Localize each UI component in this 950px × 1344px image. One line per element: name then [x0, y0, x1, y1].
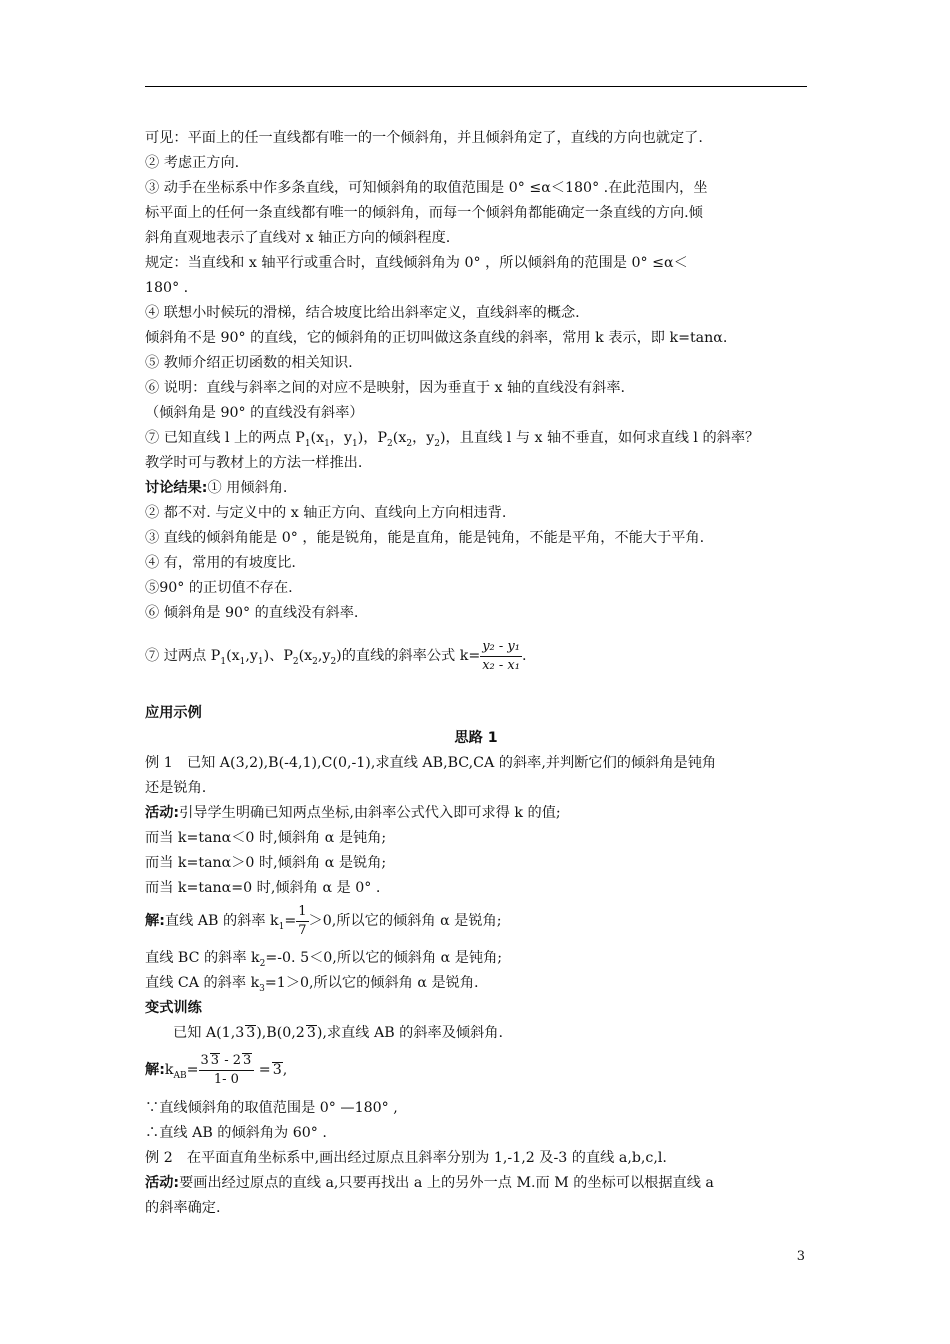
text-line: 讨论结果:① 用倾斜角. [145, 480, 288, 496]
k1-fraction: $\frac{1}{7}$ [298, 903, 307, 938]
text-line: ③ 动手在坐标系中作多条直线，可知倾斜角的取值范围是 0° ≤α＜180° .在此范围内，坐 [145, 180, 708, 196]
bold-label: 解: [145, 913, 165, 929]
section-heading: 应用示例 [145, 705, 202, 721]
text-line: ⑦ 已知直线 l 上的两点 $P_1(x_1$，$y_1$)，$P_2(x_2$，$y_2$)，且直线 l 与 x 轴不垂直，如何求直线 l 的斜率？ [145, 430, 760, 449]
text-line: ② 考虑正方向. [145, 155, 240, 171]
text-line: 而当 k=tanα＜0 时,倾斜角 α 是钝角; [145, 830, 387, 846]
text-line: 而当 k=tanα=0 时,倾斜角 α 是 0° . [145, 880, 381, 896]
bold-label: 活动: [145, 805, 180, 821]
text-line: 可见：平面上的任一直线都有唯一的一个倾斜角，并且倾斜角定了，直线的方向也就定了. [145, 130, 703, 146]
bold-label: 讨论结果: [145, 480, 208, 496]
text-line: 斜角直观地表示了直线对 x 轴正方向的倾斜程度. [145, 230, 451, 246]
text-line: ⑤ 教师介绍正切函数的相关知识. [145, 355, 353, 371]
text-line: 180° . [145, 280, 189, 296]
text-line: ⑤90° 的正切值不存在. [145, 580, 293, 596]
solution-line: 解:直线 AB 的斜率 $k_1=$ $\frac{1}{7}$ ＞0,所以它的倾斜角 α 是锐角; [145, 903, 502, 938]
text-line: 活动:引导学生明确已知两点坐标,由斜率公式代入即可求得 k 的值; [145, 805, 561, 821]
text-line: ⑥ 说明：直线与斜率之间的对应不是映射，因为垂直于 x 轴的直线没有斜率. [145, 380, 626, 396]
text-line: ⑥ 倾斜角是 90° 的直线没有斜率. [145, 605, 359, 621]
header-rule [145, 86, 807, 87]
text-line: 规定：当直线和 x 轴平行或重合时，直线倾斜角为 0° ，所以倾斜角的范围是 0° ≤α＜ [145, 255, 688, 271]
text-line: 直线 BC 的斜率 $k_2=-0$. 5＜0,所以它的倾斜角 α 是钝角; [145, 950, 503, 969]
text-line: 还是锐角. [145, 780, 207, 796]
text-line: ④ 联想小时候玩的滑梯，结合坡度比给出斜率定义，直线斜率的概念. [145, 305, 580, 321]
kab-fraction: $\frac{3 3 - 2 3}{1- 0}$ [199, 1052, 255, 1089]
slope-formula-line: ⑦ 过两点 $P_1(x_1,y_1)$、$P_2(x_2,y_2)$的直线的斜率公式 k= $\frac{\text{y₂ - y₁}}{\text{x₂ - x₁}}$ . [145, 638, 527, 673]
page-number: 3 [796, 1249, 805, 1264]
solution-line: 解$:k_{AB}=$ $\frac{3 3 - 2 3}{1- 0}$ = 3, [145, 1052, 288, 1087]
section-heading: 变式训练 [145, 1000, 202, 1016]
text-line: 教学时可与教材上的方法一样推出. [145, 455, 363, 471]
text-line: 的斜率确定. [145, 1200, 221, 1216]
slope-fraction: $\frac{\text{y₂ - y₁}}{\text{x₂ - x₁}}$ [482, 638, 520, 673]
text-line: 例 2 在平面直角坐标系中,画出经过原点且斜率分别为 1,-1,2 及-3 的直线 a,b,c,l. [145, 1150, 667, 1166]
text-line: ∵直线倾斜角的取值范围是 0° —180° , [145, 1100, 398, 1116]
bold-label: 活动: [145, 1175, 180, 1191]
text-line: 例 1 已知 A(3,2),B(-4,1),C(0,-1),求直线 AB,BC,CA 的斜率,并判断它们的倾斜角是钝角 [145, 755, 717, 771]
text-line: （倾斜角是 90° 的直线没有斜率） [145, 405, 364, 421]
text-line: 标平面上的任何一条直线都有唯一的倾斜角，而每一个倾斜角都能确定一条直线的方向.倾 [145, 205, 703, 221]
text-line: 倾斜角不是 90° 的直线，它的倾斜角的正切叫做这条直线的斜率，常用 k 表示，即 k=tanα. [145, 330, 728, 346]
text-line: ③ 直线的倾斜角能是 0° ，能是锐角，能是直角，能是钝角，不能是平角，不能大于平角. [145, 530, 705, 546]
subsection-heading: 思路 1 [454, 730, 498, 746]
text-line: ∴直线 AB 的倾斜角为 60° . [145, 1125, 327, 1141]
text-line: 活动:要画出经过原点的直线 a,只要再找出 a 上的另外一点 M.而 M 的坐标可以根据直线 a [145, 1175, 714, 1191]
text-line: ④ 有，常用的有坡度比. [145, 555, 296, 571]
text-line: 直线 CA 的斜率 $k_3=1>0$,所以它的倾斜角 α 是锐角. [145, 975, 479, 994]
bold-label: 解: [145, 1062, 165, 1078]
text-line: 而当 k=tanα＞0 时,倾斜角 α 是锐角; [145, 855, 387, 871]
text-line: 已知 A(1,3 3),B(0,2 3),求直线 AB 的斜率及倾斜角. [173, 1025, 503, 1041]
text-line: ② 都不对. 与定义中的 x 轴正方向、直线向上方向相违背. [145, 505, 507, 521]
